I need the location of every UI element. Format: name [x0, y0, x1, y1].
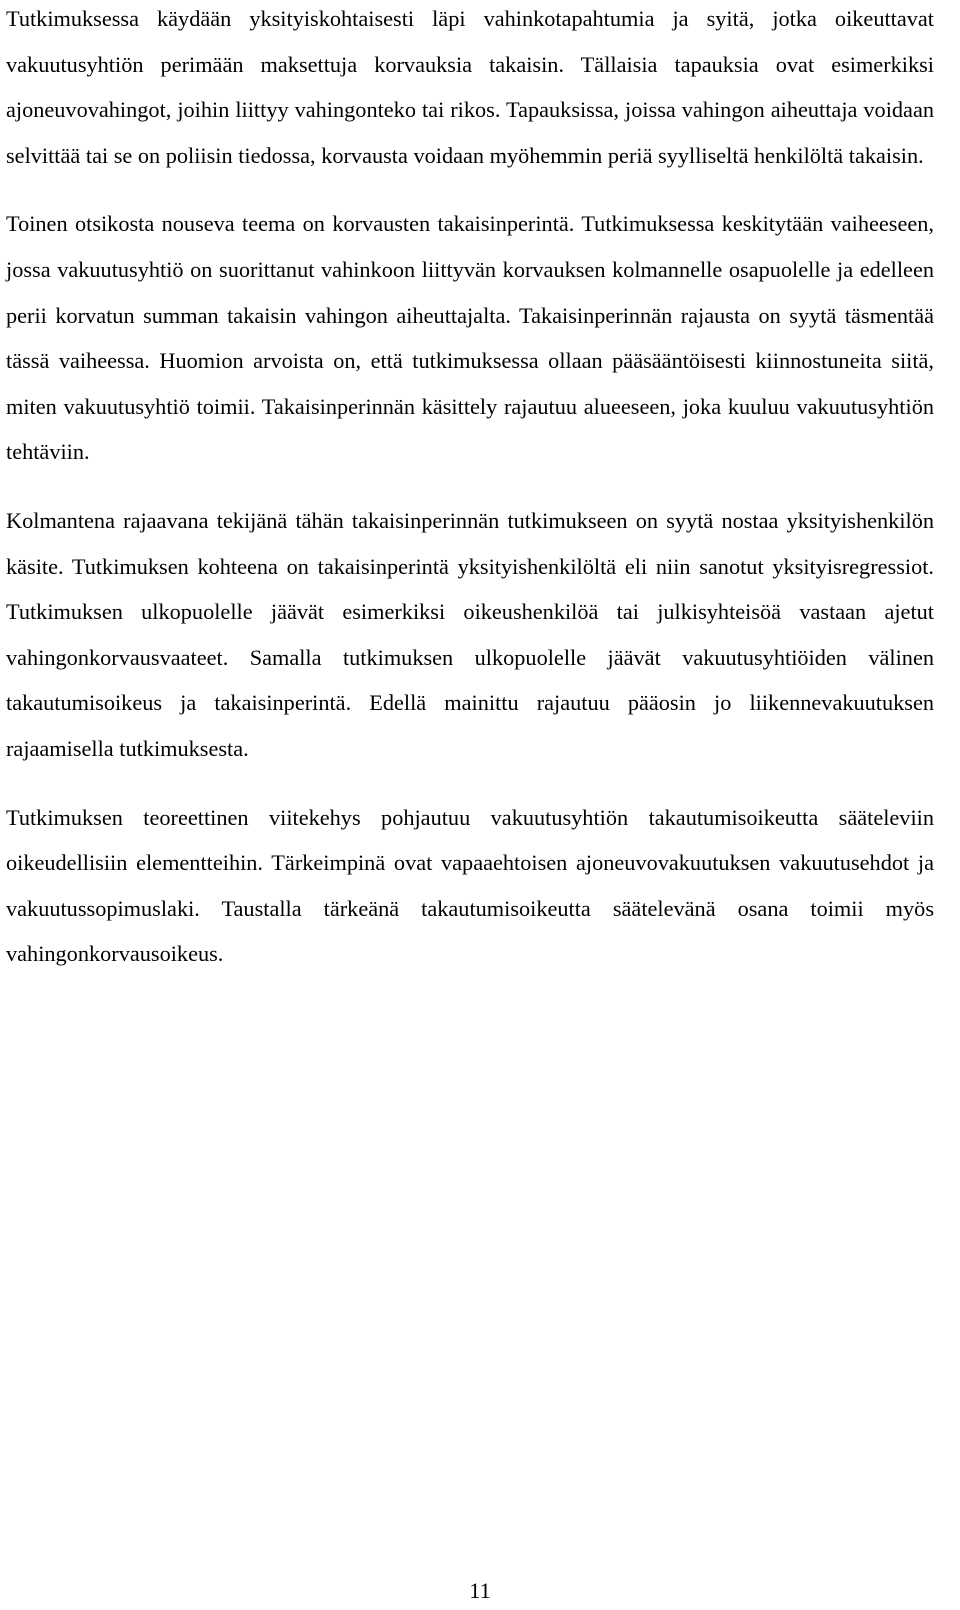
paragraph-3: Kolmantena rajaavana tekijänä tähän takaisinperinnän tutkimukseen on syytä nostaa yksityishenkilön käsite. Tutkimuksen kohteena on takaisinperintä yksityishenkilöltä eli niin sanotut yksityisregressiot. Tutkimuksen ulkopuolelle jäävät esimerkiksi oikeushenkilöä tai julkisyhteisöä vastaan ajetut vahingonkorvausvaateet. Samalla tutkimuksen ulkopuolelle jäävät vakuutusyhtiöiden välinen takautumisoikeus ja takaisinperintä. Edellä mainittu rajautuu pääosin jo liikennevakuutuksen rajaamisella tutkimuksesta. — [6, 507, 934, 761]
paragraph-1: Tutkimuksessa käydään yksityiskohtaisesti läpi vahinkotapahtumia ja syitä, jotka oikeuttavat vakuutusyhtiön perimään maksettuja korvauksia takaisin. Tällaisia tapauksia ovat esimerkiksi ajoneuvovahingot, joihin liittyy vahingonteko tai rikos. Tapauksissa, joissa vahingon aiheuttaja voidaan selvittää tai se on poliisin tiedossa, korvausta voidaan myöhemmin periä syylliseltä henkilöltä takaisin. — [6, 6, 934, 168]
page-number: 11 — [469, 1578, 491, 1603]
paragraph-2: Toinen otsikosta nouseva teema on korvausten takaisinperintä. Tutkimuksessa keskitytään vaiheeseen, jossa vakuutusyhtiö on suorittanut vahinkoon liittyvän korvauksen kolmannelle osapuolelle ja edelleen perii korvatun summan takaisin vahingon aiheuttajalta. Takaisinperinnän rajausta on syytä täsmentää tässä vaiheessa. Huomion arvoista on, että tutkimuksessa ollaan pääsääntöisesti kiinnostuneita siitä, miten vakuutusyhtiö toimii. Takaisinperinnän käsittely rajautuu alueeseen, joka kuuluu vakuutusyhtiön tehtäviin. — [6, 211, 934, 465]
document-body — [6, 0, 934, 977]
paragraph-4: Tutkimuksen teoreettinen viitekehys pohjautuu vakuutusyhtiön takautumisoikeutta sääteleviin oikeudellisiin elementteihin. Tärkeimpinä ovat vapaaehtoisen ajoneuvovakuutuksen vakuutusehdot ja vakuutussopimuslaki. Taustalla tärkeänä takautumisoikeutta säätelevänä osana toimii myös vahingonkorvausoikeus. — [6, 804, 934, 967]
